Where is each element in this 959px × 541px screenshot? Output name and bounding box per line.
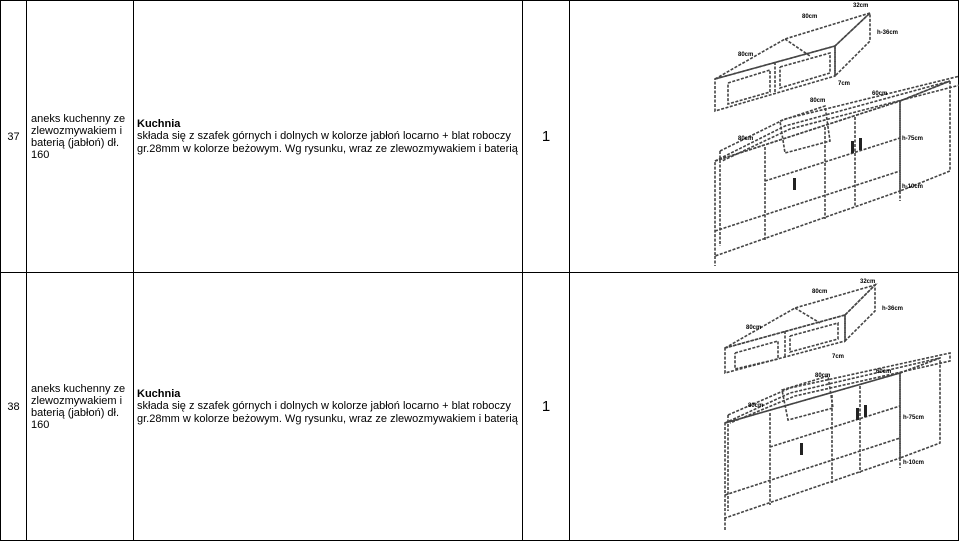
dim-label: h-36cm [877,30,899,36]
dim-label: h-10cm [902,184,924,190]
item-quantity: 1 [523,1,570,273]
lower-cabinet-front [725,373,900,518]
kitchen-cabinet-drawing [570,273,959,535]
table-row [1,273,959,541]
dim-label: h-36cm [882,306,904,312]
dim-label: 32cm [860,279,876,285]
dim-label: 80cm [815,373,831,379]
dim-label: 60cm [876,369,892,375]
table-row [1,1,959,273]
item-title: Kuchnia [137,387,181,400]
dim-label: 80cm [738,52,754,58]
dim-label: 32cm [853,3,869,9]
upper-cabinet-front [725,315,845,373]
dim-label: 80cm [812,289,828,295]
item-name-text: aneks kuchenny ze zlewozmywakiem i baterią (jabłoń) dł. 160 [31,382,126,431]
dim-label: h-10cm [903,460,925,466]
item-name [27,273,134,541]
item-title: Kuchnia [137,117,181,130]
item-description-text: składa się z szafek górnych i dolnych w kolorze jabłoń locarno + blat roboczy gr.28mm w kolorze beżowym. Wg rysunku, wraz ze zlewozmywakiem i baterią [137,130,518,155]
dim-label: 80cm [810,98,826,104]
dim-label: 80cm [748,403,764,409]
dim-label: 7cm [832,354,845,360]
kitchen-cabinet-drawing [570,1,959,267]
dim-label: h-75cm [902,136,924,142]
item-description [134,273,523,541]
item-drawing-cell [570,1,959,273]
item-number: 38 [1,273,27,541]
dim-label: 80cm [746,325,762,331]
item-name [27,1,134,273]
item-drawing-cell [570,273,959,541]
dim-label: 80cm [738,136,754,142]
item-quantity: 1 [523,273,570,541]
dim-label: 7cm [838,81,851,87]
item-number: 37 [1,1,27,273]
dim-label: 60cm [872,91,888,97]
dim-label: 80cm [802,14,818,20]
item-name-text: aneks kuchenny ze zlewozmywakiem i baterią (jabłoń) dł. 160 [31,112,126,161]
dim-label: h-75cm [903,415,925,421]
item-description [134,1,523,273]
item-description-text: składa się z szafek górnych i dolnych w kolorze jabłoń locarno + blat roboczy gr.28mm w kolorze beżowym. Wg rysunku, wraz ze zlewozmywakiem i baterią [137,400,518,425]
